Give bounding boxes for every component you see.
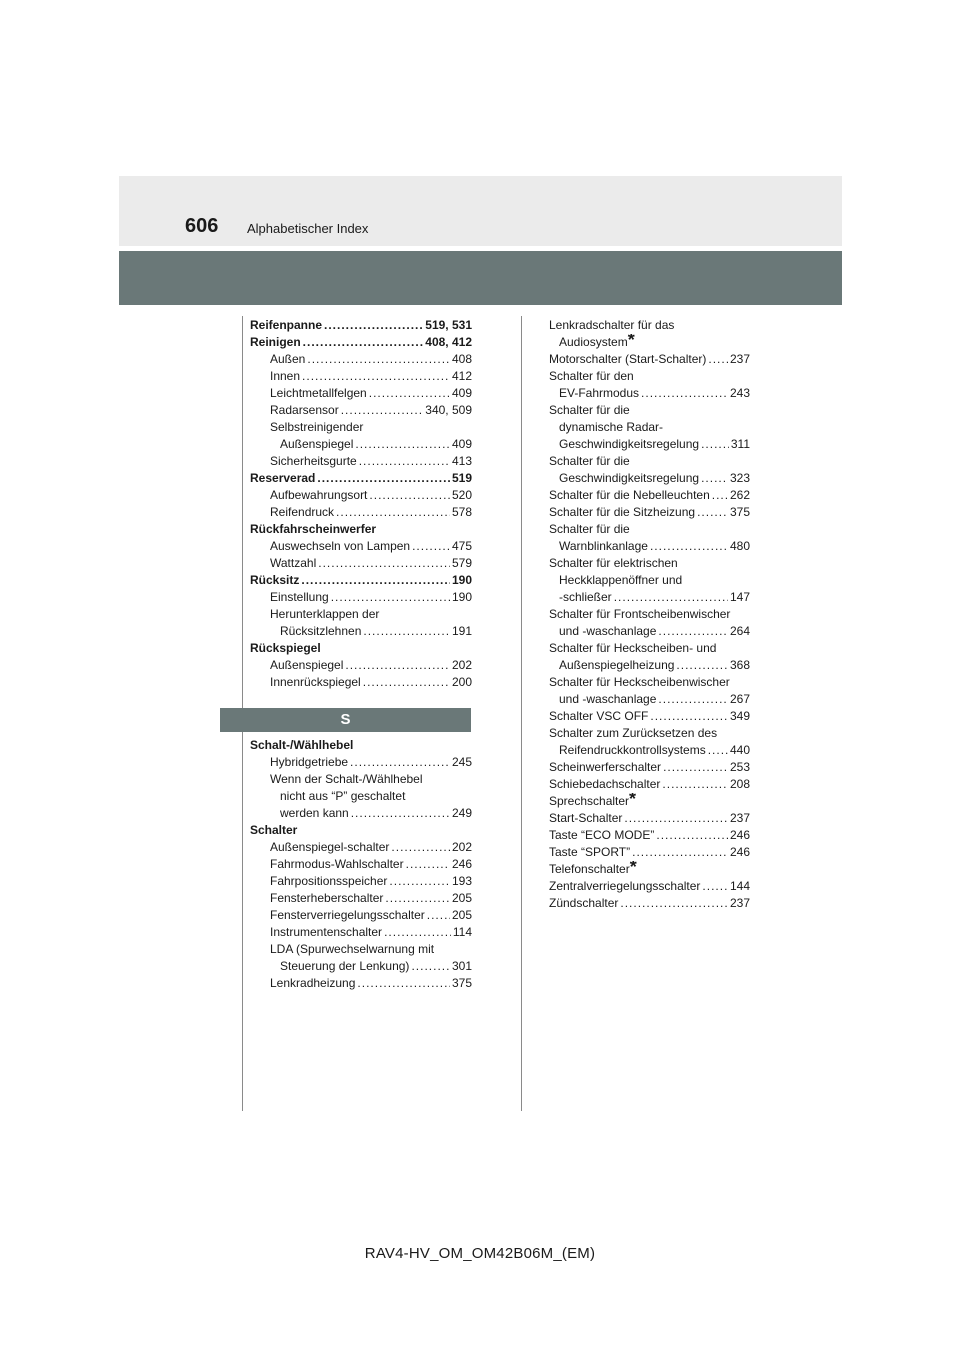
index-term: nicht aus “P” geschaltet (280, 789, 406, 803)
index-entry (549, 742, 750, 759)
index-entry (549, 572, 750, 589)
page-reference: 246 (451, 857, 472, 871)
dot-leader (702, 878, 728, 895)
index-entry (250, 674, 472, 691)
index-term: Schalter für die Sitzheizung (549, 505, 696, 519)
dot-leader (355, 436, 450, 453)
page-reference: 200 (451, 675, 472, 689)
index-entry (549, 504, 750, 521)
page-reference: 202 (451, 658, 472, 672)
page-reference: 408, 412 (425, 335, 472, 349)
page-reference: 205 (451, 891, 472, 905)
page-reference: 409 (451, 386, 472, 400)
index-entry (549, 470, 750, 487)
index-entry (250, 317, 472, 334)
dot-leader (632, 844, 728, 861)
page-reference: 249 (451, 806, 472, 820)
index-entry (250, 470, 472, 487)
index-entry: Telefonschalter * (549, 861, 637, 877)
index-entry (250, 538, 472, 555)
dot-leader (708, 351, 728, 368)
index-entry (250, 351, 472, 368)
header-bar (119, 251, 842, 305)
index-entry (549, 606, 750, 623)
page-reference: 193 (451, 874, 472, 888)
index-entry (549, 725, 750, 742)
dot-leader (336, 504, 450, 521)
page-reference: 237 (729, 896, 750, 910)
dot-leader (712, 487, 728, 504)
middle-column-rule (521, 316, 522, 1111)
index-term: Steuerung der Lenkung) (280, 959, 410, 973)
index-entry (250, 419, 472, 436)
index-term: LDA (Spurwechselwarnung mit (270, 942, 435, 956)
index-entry (549, 657, 750, 674)
index-term: Schiebedachschalter (549, 777, 661, 791)
index-entry (250, 385, 472, 402)
index-term: Reserverad (250, 471, 316, 485)
page-reference: 147 (729, 590, 750, 604)
dot-leader (614, 589, 728, 606)
page-reference: 246 (729, 828, 750, 842)
index-term: Taste “ECO MODE” (549, 828, 655, 842)
index-term: Schalter VSC OFF (549, 709, 649, 723)
page-reference: 237 (729, 811, 750, 825)
index-term: Schalt-/Wählhebel (250, 738, 354, 752)
dot-leader (307, 351, 450, 368)
index-entry (250, 975, 472, 992)
index-term: Leichtmetallfelgen (270, 386, 367, 400)
index-term: Geschwindigkeitsregelung (559, 437, 700, 451)
page-reference: 412 (451, 369, 472, 383)
index-entry (250, 754, 472, 771)
page-reference: 408 (451, 352, 472, 366)
dot-leader (369, 487, 450, 504)
dot-leader (363, 674, 450, 691)
dot-leader (389, 873, 450, 890)
index-term: Selbstreinigender (270, 420, 364, 434)
dot-leader (650, 538, 728, 555)
index-term: Heckklappenöffner und (559, 573, 683, 587)
index-entry (250, 771, 472, 788)
dot-leader (318, 555, 450, 572)
dot-leader (363, 623, 450, 640)
index-entry (549, 827, 750, 844)
dot-leader (357, 975, 450, 992)
index-term: Innenrückspiegel (270, 675, 361, 689)
index-term: Außenspiegel (280, 437, 354, 451)
index-entry (250, 572, 472, 589)
index-term: Zentralverriegelungsschalter (549, 879, 701, 893)
dot-leader (359, 453, 450, 470)
dot-leader (701, 470, 728, 487)
index-term: Fahrmodus-Wahlschalter (270, 857, 404, 871)
dot-leader (656, 827, 728, 844)
page-reference: 237 (729, 352, 750, 366)
index-entry (549, 436, 750, 453)
index-term: Start-Schalter (549, 811, 623, 825)
index-entry (549, 691, 750, 708)
index-term: Auswechseln von Lampen (270, 539, 411, 553)
index-entry (250, 657, 472, 674)
dot-leader (302, 368, 450, 385)
index-entry (549, 895, 750, 912)
index-entry (250, 839, 472, 856)
index-entry (250, 805, 472, 822)
index-term: EV-Fahrmodus (559, 386, 640, 400)
index-term: Innen (270, 369, 301, 383)
index-term: -schließer (559, 590, 612, 604)
index-column-1-top (250, 317, 472, 691)
page-reference: 243 (729, 386, 750, 400)
index-entry (549, 368, 750, 385)
index-term: Reinigen (250, 335, 301, 349)
index-entry (250, 606, 472, 623)
index-term: Instrumentenschalter (270, 925, 383, 939)
index-term: Aufbewahrungsort (270, 488, 368, 502)
page-reference: 409 (451, 437, 472, 451)
dot-leader (620, 895, 728, 912)
index-entry (250, 873, 472, 890)
page-reference: 519 (451, 471, 472, 485)
index-entry (250, 402, 472, 419)
index-entry (250, 368, 472, 385)
dot-leader (624, 810, 728, 827)
page-reference: 264 (729, 624, 750, 638)
index-term: Sprechschalter (549, 794, 630, 808)
index-term: Warnblinkanlage (559, 539, 648, 553)
index-term: werden kann (280, 806, 349, 820)
dot-leader (351, 805, 450, 822)
index-entry (549, 759, 750, 776)
index-term: und -waschanlage (559, 692, 657, 706)
index-entry (250, 521, 472, 538)
dot-leader (658, 623, 728, 640)
index-term: Audiosystem (559, 335, 628, 349)
index-entry: Audiosystem * (559, 334, 635, 350)
page-reference: 440 (729, 743, 750, 757)
index-column-2 (549, 317, 750, 912)
letter-heading-s: S (220, 708, 471, 732)
page-reference: 368 (729, 658, 750, 672)
index-term: Wattzahl (270, 556, 317, 570)
dot-leader (411, 958, 450, 975)
page-reference: 375 (451, 976, 472, 990)
index-entry (250, 890, 472, 907)
index-entry (549, 589, 750, 606)
index-entry (250, 924, 472, 941)
dot-leader (663, 759, 728, 776)
index-term: Schalter für den (549, 369, 634, 383)
index-term: Fensterverriegelungsschalter (270, 908, 425, 922)
dot-leader (341, 402, 424, 419)
index-term: Schalter für die (549, 403, 630, 417)
index-entry (549, 555, 750, 572)
index-entry (549, 844, 750, 861)
dot-leader (345, 657, 450, 674)
index-term: Herunterklappen der (270, 607, 380, 621)
index-term: Schalter für Frontscheibenwischer (549, 607, 731, 621)
page-reference: 245 (451, 755, 472, 769)
dot-leader (650, 708, 728, 725)
index-entry (549, 878, 750, 895)
index-entry (549, 351, 750, 368)
index-entry (250, 822, 472, 839)
dot-leader (641, 385, 728, 402)
dot-leader (406, 856, 450, 873)
index-term: Rückfahrscheinwerfer (250, 522, 377, 536)
index-term: Außen (270, 352, 306, 366)
index-term: Schalter für Heckscheibenwischer (549, 675, 730, 689)
index-term: Schalter für Heckscheiben- und (549, 641, 717, 655)
header-top-band (119, 176, 842, 246)
page-reference: 579 (451, 556, 472, 570)
index-entry (250, 623, 472, 640)
index-entry (250, 555, 472, 572)
page-reference: 144 (729, 879, 750, 893)
dot-leader (658, 691, 728, 708)
index-term: Außenspiegel-schalter (270, 840, 390, 854)
dot-leader (701, 436, 729, 453)
index-entry (250, 436, 472, 453)
section-title: Alphabetischer Index (247, 221, 369, 236)
index-term: Telefonschalter (549, 862, 630, 876)
index-entry (250, 487, 472, 504)
index-entry (250, 589, 472, 606)
document-code: RAV4-HV_OM_OM42B06M_(EM) (364, 1245, 596, 1262)
index-term: Radarsensor (270, 403, 339, 417)
page-reference: 246 (729, 845, 750, 859)
index-entry: Sprechschalter * (549, 793, 637, 809)
index-entry (250, 453, 472, 470)
page-reference: 413 (451, 454, 472, 468)
index-entry (250, 737, 472, 754)
dot-leader (317, 470, 450, 487)
index-term: Reifenpanne (250, 318, 323, 332)
page-reference: 349 (729, 709, 750, 723)
index-entry (250, 856, 472, 873)
page-reference: 205 (451, 908, 472, 922)
page-reference: 340, 509 (425, 403, 472, 417)
dot-leader (662, 776, 728, 793)
dot-leader (697, 504, 728, 521)
index-term: Schalter für die (549, 522, 630, 536)
index-entry (549, 640, 750, 657)
index-term: Schalter zum Zurücksetzen des (549, 726, 718, 740)
page-reference: 301 (451, 959, 472, 973)
index-entry (250, 941, 472, 958)
index-term: Fensterheberschalter (270, 891, 384, 905)
index-term: Fahrpositionsspeicher (270, 874, 388, 888)
dot-leader (676, 657, 728, 674)
index-term: Reifendruckkontrollsystems (559, 743, 706, 757)
page-reference: 202 (451, 840, 472, 854)
index-term: Zündschalter (549, 896, 619, 910)
index-term: dynamische Radar- (559, 420, 664, 434)
index-entry (250, 907, 472, 924)
index-entry (549, 623, 750, 640)
index-term: Geschwindigkeitsregelung (559, 471, 700, 485)
index-entry (549, 453, 750, 470)
index-entry (549, 708, 750, 725)
page-reference: 323 (729, 471, 750, 485)
index-term: Reifendruck (270, 505, 335, 519)
index-entry (250, 958, 472, 975)
page-reference: 262 (729, 488, 750, 502)
page-reference: 190 (451, 573, 472, 587)
dot-leader (303, 334, 424, 351)
index-term: Außenspiegel (270, 658, 344, 672)
index-term: Rücksitzlehnen (280, 624, 362, 638)
dot-leader (391, 839, 450, 856)
dot-leader (412, 538, 450, 555)
index-term: Taste “SPORT” (549, 845, 631, 859)
dot-leader (427, 907, 450, 924)
index-term: Motorschalter (Start-Schalter) (549, 352, 707, 366)
index-entry (549, 487, 750, 504)
dot-leader (331, 589, 450, 606)
page-reference: 375 (729, 505, 750, 519)
index-entry (549, 402, 750, 419)
index-term: Außenspiegelheizung (559, 658, 675, 672)
index-term: und -waschanlage (559, 624, 657, 638)
page-reference: 267 (729, 692, 750, 706)
dot-leader (324, 317, 423, 334)
dot-leader (369, 385, 450, 402)
index-term: Lenkradheizung (270, 976, 356, 990)
index-entry (549, 521, 750, 538)
page-reference: 253 (729, 760, 750, 774)
index-entry (549, 419, 750, 436)
page-reference: 191 (451, 624, 472, 638)
index-term: Schalter (250, 823, 298, 837)
page-reference: 190 (451, 590, 472, 604)
dot-leader (384, 924, 451, 941)
dot-leader (708, 742, 728, 759)
page-number: 606 (185, 215, 219, 237)
index-term: Schalter für die Nebelleuchten (549, 488, 710, 502)
index-term: Rückspiegel (250, 641, 321, 655)
page-reference: 520 (451, 488, 472, 502)
index-entry (250, 334, 472, 351)
index-entry (250, 504, 472, 521)
dot-leader (350, 754, 450, 771)
index-entry (549, 317, 750, 334)
index-entry (549, 674, 750, 691)
index-term: Hybridgetriebe (270, 755, 349, 769)
index-entry (549, 538, 750, 555)
page-reference: 475 (451, 539, 472, 553)
page-reference: 311 (730, 437, 750, 451)
index-term: Schalter für elektrischen (549, 556, 678, 570)
index-term: Scheinwerferschalter (549, 760, 662, 774)
index-term: Schalter für die (549, 454, 630, 468)
index-term: Sicherheitsgurte (270, 454, 357, 468)
page-reference: 114 (452, 925, 472, 939)
index-entry (250, 788, 472, 805)
page-reference: 519, 531 (425, 318, 472, 332)
dot-leader (301, 572, 450, 589)
page-reference: 480 (729, 539, 750, 553)
index-entry (549, 385, 750, 402)
page-reference: 578 (451, 505, 472, 519)
index-term: Einstellung (270, 590, 329, 604)
index-term: Rücksitz (250, 573, 300, 587)
index-column-1-bottom (250, 737, 472, 992)
index-term: Lenkradschalter für das (549, 318, 675, 332)
index-entry (549, 776, 750, 793)
index-entry (549, 810, 750, 827)
page-reference: 208 (729, 777, 750, 791)
index-term: Wenn der Schalt-/Wählhebel (270, 772, 423, 786)
dot-leader (385, 890, 450, 907)
index-entry (250, 640, 472, 657)
